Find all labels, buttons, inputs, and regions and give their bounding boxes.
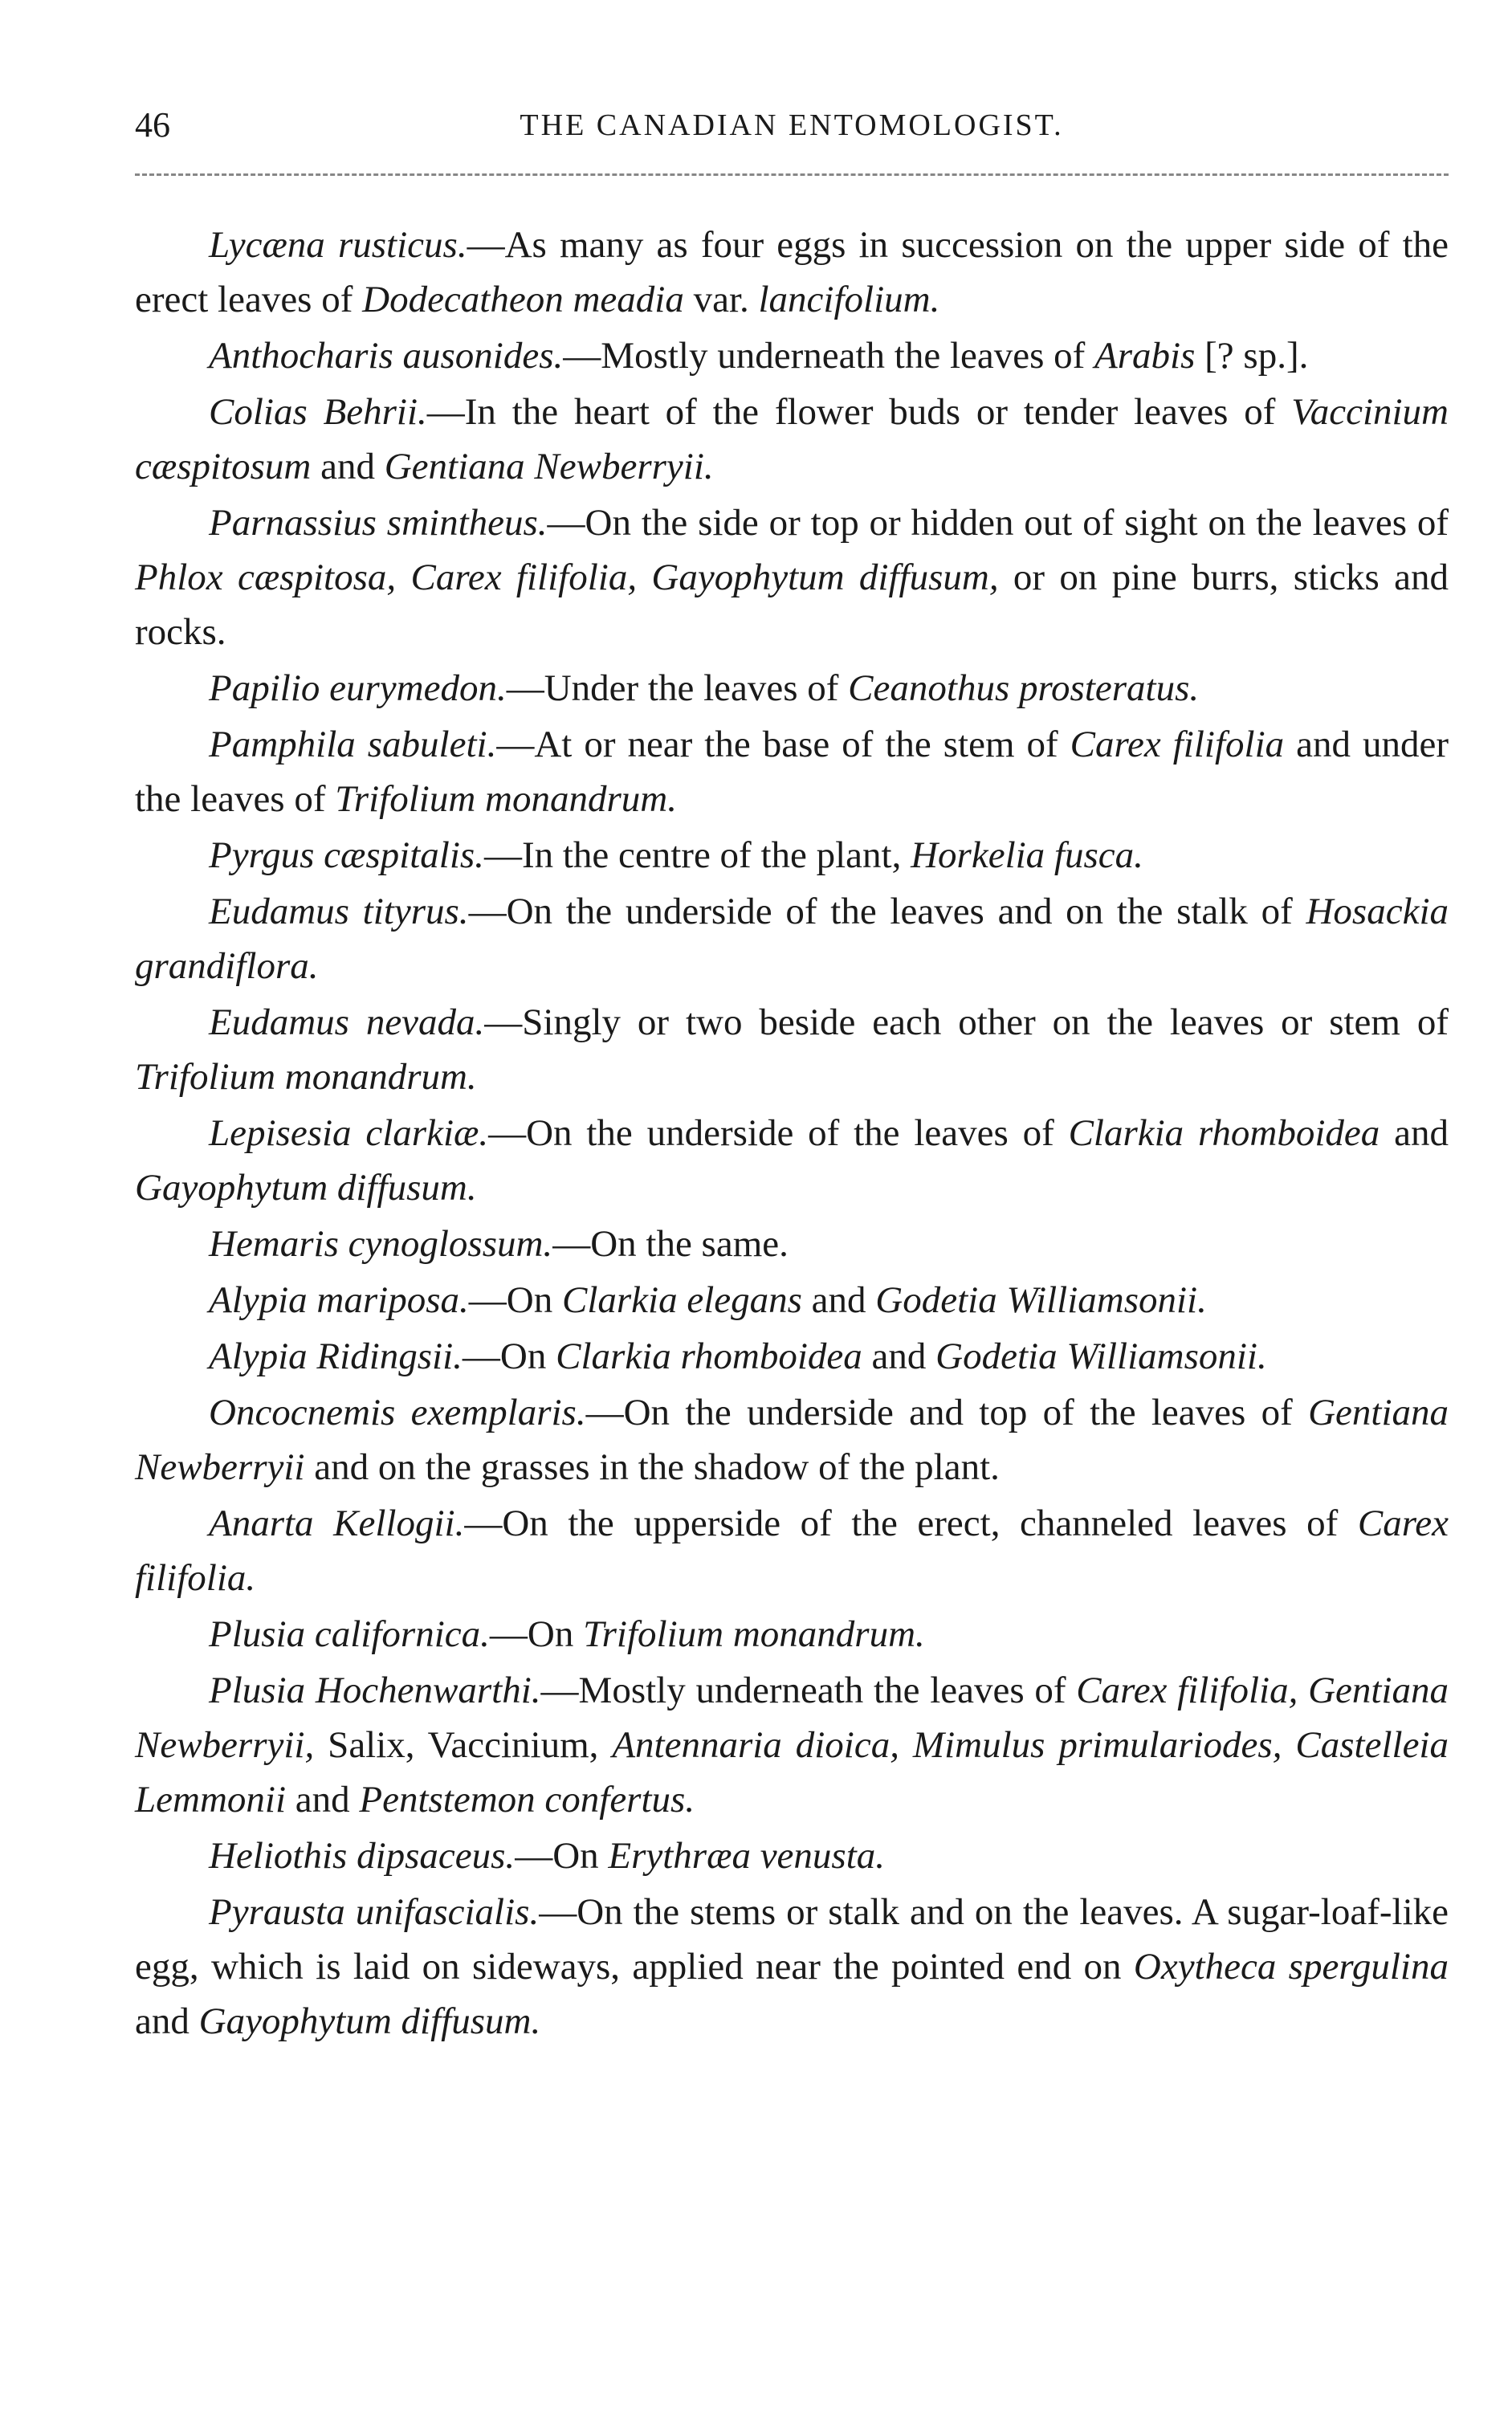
entry-paragraph <box>135 884 1449 993</box>
text-run: —At or near the base of the stem of <box>496 724 1070 765</box>
entry-paragraph <box>135 218 1449 327</box>
text-run: —On the underside of the leaves and on the stalk of <box>468 891 1306 932</box>
text-run: and under the leaves of <box>135 724 1449 820</box>
italic-text: Clarkia elegans <box>561 1279 802 1321</box>
italic-text: Clarkia rhomboidea <box>556 1335 862 1377</box>
italic-text: Plusia Hochenwarthi. <box>209 1670 541 1711</box>
page-number: 46 <box>135 105 170 145</box>
italic-text: Pentstemon confertus. <box>359 1779 695 1821</box>
italic-text: Vaccinium cæspitosum <box>135 391 1449 487</box>
italic-text: Hemaris cynoglossum. <box>209 1223 553 1265</box>
italic-text: Dodecatheon meadia <box>362 279 684 320</box>
text-run: —Under the leaves of <box>506 667 849 709</box>
italic-text: Trifolium monandrum. <box>335 778 677 820</box>
entry-list <box>135 218 1449 2049</box>
text-run: —On <box>515 1835 609 1877</box>
italic-text: Papilio eurymedon. <box>209 667 507 709</box>
italic-text: Antennaria dioica, Mimulus primulariodes, Castelleia Lemmonii <box>135 1724 1449 1821</box>
italic-text: Gayophytum diffusum. <box>135 1167 477 1209</box>
italic-text: Gentiana Newberryii. <box>384 446 714 487</box>
entry-paragraph <box>135 1273 1449 1327</box>
italic-text: Anthocharis ausonides. <box>209 335 564 377</box>
entry-paragraph <box>135 1329 1449 1384</box>
entry-paragraph <box>135 1496 1449 1605</box>
italic-text: Eudamus tityrus. <box>209 891 469 932</box>
entry-paragraph <box>135 1829 1449 1883</box>
text-run: —On the stems or stalk and on the leaves. A sugar-loaf-like egg, which is laid on sideways, applied near the pointed end on <box>135 1891 1449 1988</box>
italic-text: Trifolium monandrum. <box>583 1613 925 1655</box>
entry-paragraph <box>135 328 1449 383</box>
text-run: and <box>862 1335 936 1377</box>
running-title: THE CANADIAN ENTOMOLOGIST. <box>520 108 1064 142</box>
italic-text: Heliothis dipsaceus. <box>209 1835 516 1877</box>
italic-text: Pamphila sabuleti. <box>209 724 497 765</box>
italic-text: Godetia Williamsonii. <box>875 1279 1207 1321</box>
italic-text: Anarta Kellogii. <box>209 1503 465 1544</box>
text-run: —On the underside and top of the leaves of <box>585 1392 1309 1433</box>
italic-text: Horkelia fusca. <box>911 834 1143 876</box>
text-run: —On <box>489 1613 584 1655</box>
page-header <box>135 104 1449 153</box>
italic-text: Oncocnemis exemplaris. <box>209 1392 586 1433</box>
text-run: —On <box>468 1279 562 1321</box>
text-run: —As many as four eggs in succession on the upper side of the erect leaves of <box>135 224 1449 320</box>
text-run: —On the same. <box>552 1223 789 1265</box>
text-run: —Singly or two beside each other on the leaves or stem of <box>484 1001 1449 1043</box>
page <box>135 104 1449 2050</box>
italic-text: Phlox cæspitosa, Carex filifolia, Gayophytum diffusum, <box>135 557 999 598</box>
text-run: [? sp.]. <box>1195 335 1309 377</box>
italic-text: Gayophytum diffusum. <box>198 2000 541 2042</box>
italic-text: Trifolium monandrum. <box>135 1056 477 1098</box>
italic-text: Pyrausta unifascialis. <box>209 1891 540 1933</box>
text-run: —In the heart of the flower buds or tender leaves of <box>426 391 1292 433</box>
text-run: and on the grasses in the shadow of the plant. <box>304 1446 1000 1488</box>
text-run: and <box>135 2000 199 2042</box>
italic-text: Gentiana Newberryii <box>135 1392 1449 1488</box>
italic-text: Eudamus nevada. <box>209 1001 485 1043</box>
entry-paragraph <box>135 828 1449 883</box>
entry-paragraph <box>135 385 1449 494</box>
entry-paragraph <box>135 1217 1449 1271</box>
italic-text: Oxytheca spergulina <box>1133 1946 1449 1988</box>
italic-text: Plusia californica. <box>209 1613 490 1655</box>
text-run: var. <box>683 279 759 320</box>
italic-text: Ceanothus prosteratus. <box>848 667 1200 709</box>
italic-text: Lycæna rusticus. <box>209 224 467 266</box>
italic-text: Carex filifolia <box>1070 724 1285 765</box>
text-run: —On the upperside of the erect, channeled leaves of <box>464 1503 1358 1544</box>
text-run: —In the centre of the plant, <box>483 834 911 876</box>
italic-text: Colias Behrii. <box>209 391 427 433</box>
italic-text: Pyrgus cæspitalis. <box>209 834 484 876</box>
italic-text: Clarkia rhomboidea <box>1068 1112 1380 1154</box>
header-rule <box>135 173 1449 176</box>
text-run: and <box>286 1779 360 1821</box>
text-run: or on pine burrs, sticks and rocks. <box>135 557 1449 653</box>
italic-text: Hosackia grandiflora. <box>135 891 1449 987</box>
text-run: and <box>311 446 385 487</box>
entry-paragraph <box>135 717 1449 826</box>
italic-text: Parnassius smintheus. <box>209 502 548 544</box>
text-run: —Mostly underneath the leaves of <box>563 335 1095 377</box>
entry-paragraph <box>135 495 1449 659</box>
italic-text: Alypia Ridingsii. <box>209 1335 463 1377</box>
italic-text: Lepisesia clarkiæ. <box>209 1112 489 1154</box>
italic-text: Arabis <box>1094 335 1196 377</box>
italic-text: Godetia Williamsonii. <box>935 1335 1267 1377</box>
text-run: —On the side or top or hidden out of sight on the leaves of <box>547 502 1449 544</box>
text-run: —Mostly underneath the leaves of <box>540 1670 1077 1711</box>
italic-text: lancifolium. <box>758 279 940 320</box>
entry-paragraph <box>135 995 1449 1104</box>
text-run: and <box>801 1279 876 1321</box>
text-run: —On the underside of the leaves of <box>488 1112 1069 1154</box>
entry-paragraph <box>135 1106 1449 1215</box>
text-run: —On <box>462 1335 556 1377</box>
italic-text: Erythræa venusta. <box>608 1835 886 1877</box>
text-run: Salix, Vaccinium, <box>314 1724 613 1766</box>
entry-paragraph <box>135 661 1449 716</box>
italic-text: Alypia mariposa. <box>209 1279 469 1321</box>
italic-text: Carex filifolia, Gentiana Newberryii, <box>135 1670 1449 1766</box>
entry-paragraph <box>135 1663 1449 1827</box>
entry-paragraph <box>135 1607 1449 1662</box>
entry-paragraph <box>135 1385 1449 1494</box>
italic-text: Carex filifolia. <box>135 1503 1449 1599</box>
entry-paragraph <box>135 1885 1449 2049</box>
text-run: and <box>1380 1112 1449 1154</box>
